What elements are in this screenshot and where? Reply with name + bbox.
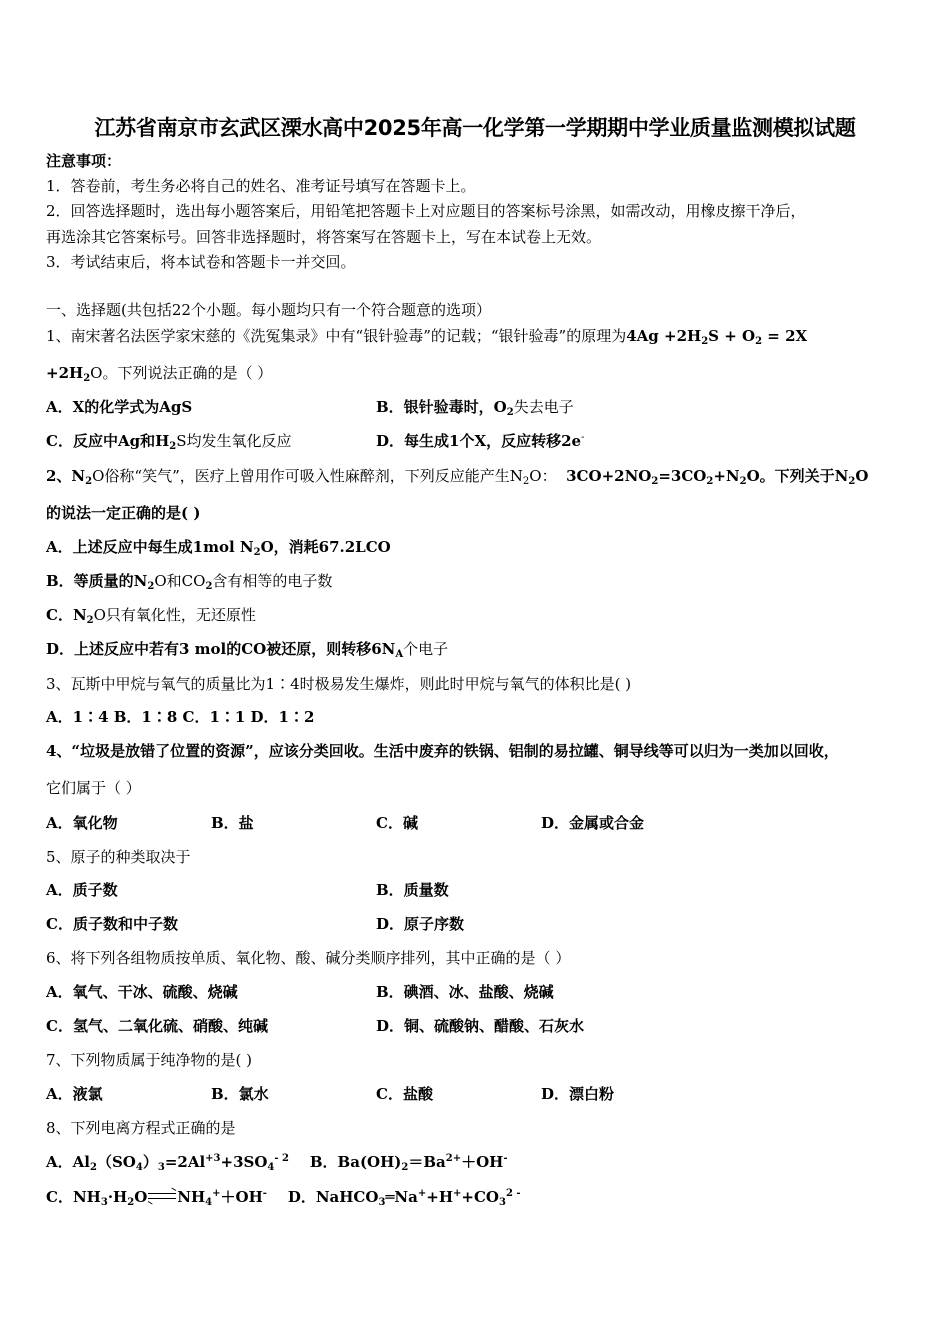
q8-options-ab: A．$Al_2(SO_4)_3=2Al^{+3}+3SO_4^{- 2}$ B．$Ba(OH)_2=Ba^{2+}+OH^-$ [46, 1153, 508, 1173]
q6-stem: 6、将下列各组物质按单质、氧化物、酸、碱分类顺序排列，其中正确的是（ ） [46, 949, 571, 967]
notice-item-2-cont: 再选涂其它答案标号。回答非选择题时，将答案写在答题卡上，写在本试卷上无效。 [46, 228, 602, 246]
q2-stem: 2、$N_2O$俗称“笑气”，医疗上曾用作可吸入性麻醉剂，下列反应能产生$N_2O$： $3CO+2NO_2=3CO_2+N_2O$。下列关于$N_2O$ [46, 467, 869, 487]
q1-option-c: C．反应中Ag和$H_2S$均发生氧化反应 [46, 432, 292, 452]
notice-item-1: 1．答卷前，考生务必将自己的姓名、准考证号填写在答题卡上。 [46, 177, 476, 195]
q7-option-c: C．盐酸 [376, 1085, 433, 1103]
q5-option-b: B．质量数 [376, 881, 449, 899]
q6-option-c: C．氢气、二氧化硫、硝酸、纯碱 [46, 1017, 268, 1035]
notice-heading: 注意事项： [46, 152, 122, 170]
q7-option-b: B．氯水 [211, 1085, 269, 1103]
q8-options-cd: C．$NH_3\cdot H_2O$ $NH_4^++OH^-$ D．$NaHCO_3═Na^++H^++CO_3^{2 -}$ [46, 1188, 521, 1208]
q4-option-b: B．盐 [211, 814, 254, 832]
q8-stem: 8、下列电离方程式正确的是 [46, 1119, 236, 1137]
notice-item-2: 2．回答选择题时，选出每小题答案后，用铅笔把答题卡上对应题目的答案标号涂黑，如需改动，用橡皮擦干净后， [46, 202, 806, 220]
q3-stem: 3、瓦斯中甲烷与氧气的质量比为1∶4时极易发生爆炸，则此时甲烷与氧气的体积比是( ) [46, 675, 632, 693]
q2-stem-cont: 的说法一定正确的是( ) [46, 504, 201, 522]
page-title: 江苏省南京市玄武区溧水高中2025年高一化学第一学期期中学业质量监测模拟试题 [94, 116, 856, 140]
q7-option-a: A．液氯 [46, 1085, 103, 1103]
q5-option-c: C．质子数和中子数 [46, 915, 178, 933]
q6-option-b: B．碘酒、冰、盐酸、烧碱 [376, 983, 554, 1001]
q5-option-a: A．质子数 [46, 881, 118, 899]
q6-option-a: A．氧气、干冰、硫酸、烧碱 [46, 983, 238, 1001]
q7-option-d: D．漂白粉 [541, 1085, 615, 1103]
q1-option-d: D．每生成1个X，反应转移2e- [376, 432, 585, 450]
q1-stem: 1、南宋著名法医学家宋慈的《洗冤集录》中有“银针验毒”的记载；“银针验毒”的原理为$4Ag +2H_2S + O_2 = 2X$ [46, 327, 808, 347]
q4-option-c: C．碱 [376, 814, 418, 832]
q3-options: A．1∶4 B．1∶8 C．1∶1 D．1∶2 [46, 708, 315, 726]
q4-stem: 4、“垃圾是放错了位置的资源”，应该分类回收。生活中废弃的铁锅、铝制的易拉罐、铜导线等可以归为一类加以回收， [46, 742, 839, 760]
equilibrium-arrow-icon [148, 1193, 176, 1199]
q2-option-c: C．$N_2O$只有氧化性，无还原性 [46, 606, 256, 626]
q7-stem: 7、下列物质属于纯净物的是( ) [46, 1051, 253, 1069]
q1-option-a: A．X的化学式为AgS [46, 398, 193, 416]
q2-option-a: A．上述反应中每生成1mol $N_2O$，消耗67.2LCO [46, 538, 391, 558]
q2-option-b: B．等质量的$N_2O$和$CO_2$含有相等的电子数 [46, 572, 333, 592]
notice-item-3: 3．考试结束后，将本试卷和答题卡一并交回。 [46, 253, 356, 271]
q5-stem: 5、原子的种类取决于 [46, 848, 191, 866]
q2-option-d: D．上述反应中若有3 mol的CO被还原，则转移$6N_A$个电子 [46, 640, 449, 660]
q4-option-a: A．氧化物 [46, 814, 118, 832]
q1-option-b: B．银针验毒时，$O_2$失去电子 [376, 398, 574, 418]
q1-stem-cont: $+2H_2O$。下列说法正确的是（ ） [46, 364, 273, 384]
q4-option-d: D．金属或合金 [541, 814, 645, 832]
section-heading: 一、选择题(共包括22个小题。每小题均只有一个符合题意的选项） [46, 301, 491, 319]
q5-option-d: D．原子序数 [376, 915, 465, 933]
q4-stem-cont: 它们属于（ ） [46, 779, 141, 797]
q6-option-d: D．铜、硫酸钠、醋酸、石灰水 [376, 1017, 585, 1035]
